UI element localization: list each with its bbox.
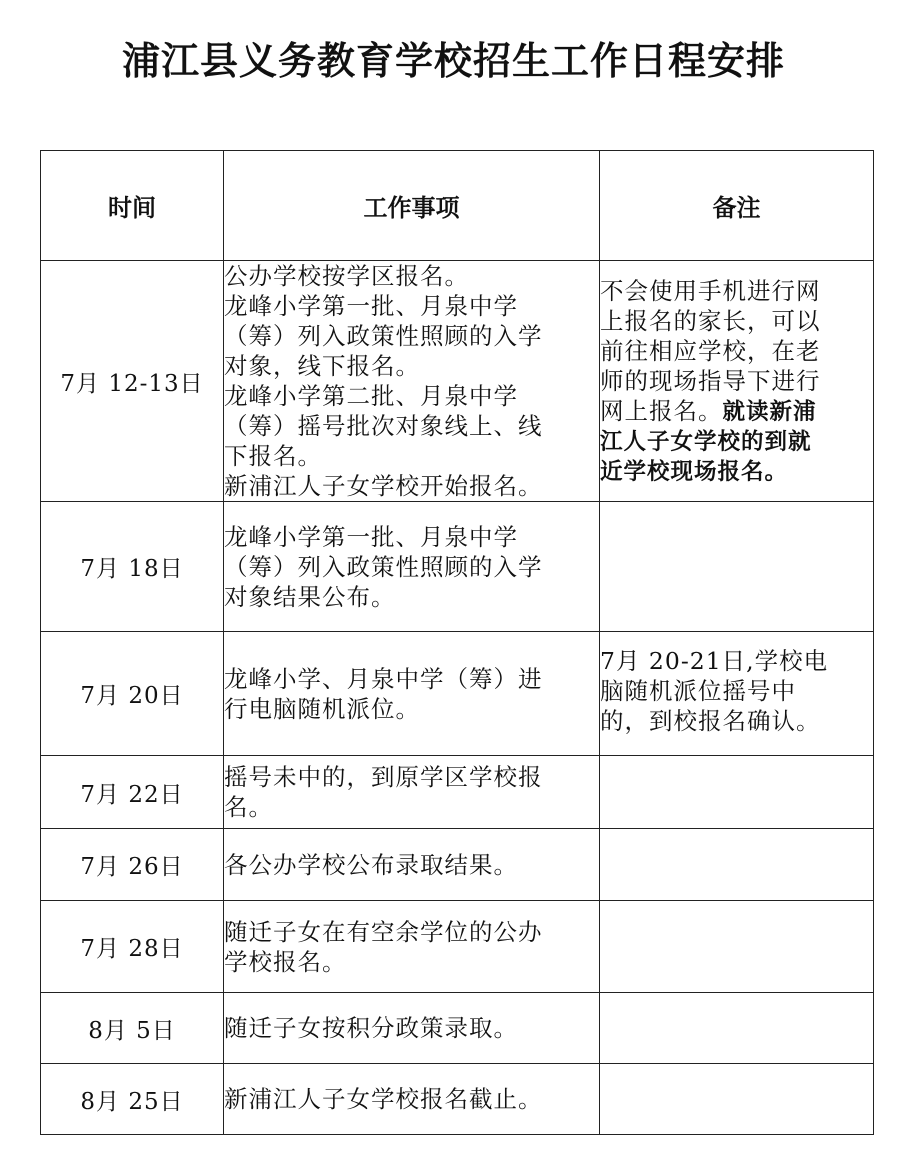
header-time: 时间 bbox=[41, 151, 224, 261]
note-cell bbox=[600, 502, 874, 632]
table-row bbox=[41, 502, 874, 632]
note-cell bbox=[600, 829, 874, 901]
time-cell: 7月 12-13日 bbox=[41, 261, 224, 502]
work-item-line: （筹）列入政策性照顾的入学 bbox=[224, 322, 543, 350]
time-cell: 8月 25日 bbox=[41, 1064, 224, 1135]
note-line: 7月 20-21日,学校电 bbox=[600, 647, 829, 675]
work-item-line: 名。 bbox=[224, 793, 273, 821]
note-line: 的，到校报名确认。 bbox=[600, 707, 821, 735]
work-item-line: （筹）列入政策性照顾的入学 bbox=[224, 552, 543, 581]
note-emphasis-line: 近学校现场报名。 bbox=[600, 458, 789, 485]
note-cell bbox=[600, 632, 874, 756]
work-item-cell bbox=[224, 993, 600, 1064]
table-row bbox=[41, 756, 874, 829]
work-item-cell bbox=[224, 632, 600, 756]
time-cell: 7月 20日 bbox=[41, 632, 224, 756]
work-item-line: （筹）摇号批次对象线上、线 bbox=[224, 412, 543, 440]
table-header-row bbox=[41, 151, 874, 261]
note-line: 脑随机派位摇号中 bbox=[600, 677, 796, 705]
work-item-cell bbox=[224, 756, 600, 829]
note-cell bbox=[600, 261, 874, 502]
note-line: 上报名的家长，可以 bbox=[600, 306, 821, 335]
header-note: 备注 bbox=[600, 151, 874, 261]
table-row bbox=[41, 829, 874, 901]
note-line: 前往相应学校，在老 bbox=[600, 336, 821, 365]
table-row bbox=[41, 261, 874, 502]
work-item-line: 龙峰小学第一批、月泉中学 bbox=[224, 522, 518, 551]
note-emphasis-text: 就读新浦 bbox=[722, 398, 817, 425]
table-row bbox=[41, 901, 874, 993]
work-item-line: 对象，线下报名。 bbox=[224, 352, 420, 380]
work-item-line: 龙峰小学第二批、月泉中学 bbox=[224, 382, 518, 410]
note-line: 不会使用手机进行网 bbox=[600, 276, 821, 305]
time-cell: 7月 18日 bbox=[41, 502, 224, 632]
work-item-cell bbox=[224, 829, 600, 901]
header-work-item: 工作事项 bbox=[224, 151, 600, 261]
table-row bbox=[41, 632, 874, 756]
time-cell: 8月 5日 bbox=[41, 993, 224, 1064]
note-cell bbox=[600, 756, 874, 829]
work-item-line: 摇号未中的，到原学区学校报 bbox=[224, 763, 543, 791]
schedule-table bbox=[40, 150, 874, 1135]
note-line-mixed bbox=[600, 396, 873, 427]
work-item-line: 行电脑随机派位。 bbox=[224, 694, 420, 723]
work-item-line: 新浦江人子女学校开始报名。 bbox=[224, 472, 543, 500]
table-row bbox=[41, 1064, 874, 1135]
document-title: 浦江县义务教育学校招生工作日程安排 bbox=[121, 39, 785, 83]
work-item-cell bbox=[224, 901, 600, 993]
note-cell bbox=[600, 1064, 874, 1135]
work-item-line: 新浦江人子女学校报名截止。 bbox=[224, 1085, 543, 1113]
table-row bbox=[41, 993, 874, 1064]
work-item-line: 随迁子女在有空余学位的公办 bbox=[224, 917, 543, 946]
work-item-line: 学校报名。 bbox=[224, 947, 347, 976]
note-plain-text: 网上报名。 bbox=[600, 396, 723, 425]
work-item-line: 各公办学校公布录取结果。 bbox=[224, 850, 518, 879]
work-item-line: 龙峰小学第一批、月泉中学 bbox=[224, 292, 518, 320]
work-item-line: 随迁子女按积分政策录取。 bbox=[224, 1014, 518, 1042]
time-cell: 7月 22日 bbox=[41, 756, 224, 829]
work-item-line: 对象结果公布。 bbox=[224, 582, 396, 611]
work-item-line: 龙峰小学、月泉中学（筹）进 bbox=[224, 664, 543, 693]
note-cell bbox=[600, 901, 874, 993]
work-item-line: 下报名。 bbox=[224, 442, 322, 470]
work-item-line: 公办学校按学区报名。 bbox=[224, 262, 469, 290]
note-emphasis-line: 江人子女学校的到就 bbox=[600, 428, 812, 455]
time-cell: 7月 26日 bbox=[41, 829, 224, 901]
work-item-cell bbox=[224, 502, 600, 632]
work-item-cell bbox=[224, 261, 600, 502]
note-cell bbox=[600, 993, 874, 1064]
work-item-cell bbox=[224, 1064, 600, 1135]
time-cell: 7月 28日 bbox=[41, 901, 224, 993]
note-line: 师的现场指导下进行 bbox=[600, 366, 821, 395]
